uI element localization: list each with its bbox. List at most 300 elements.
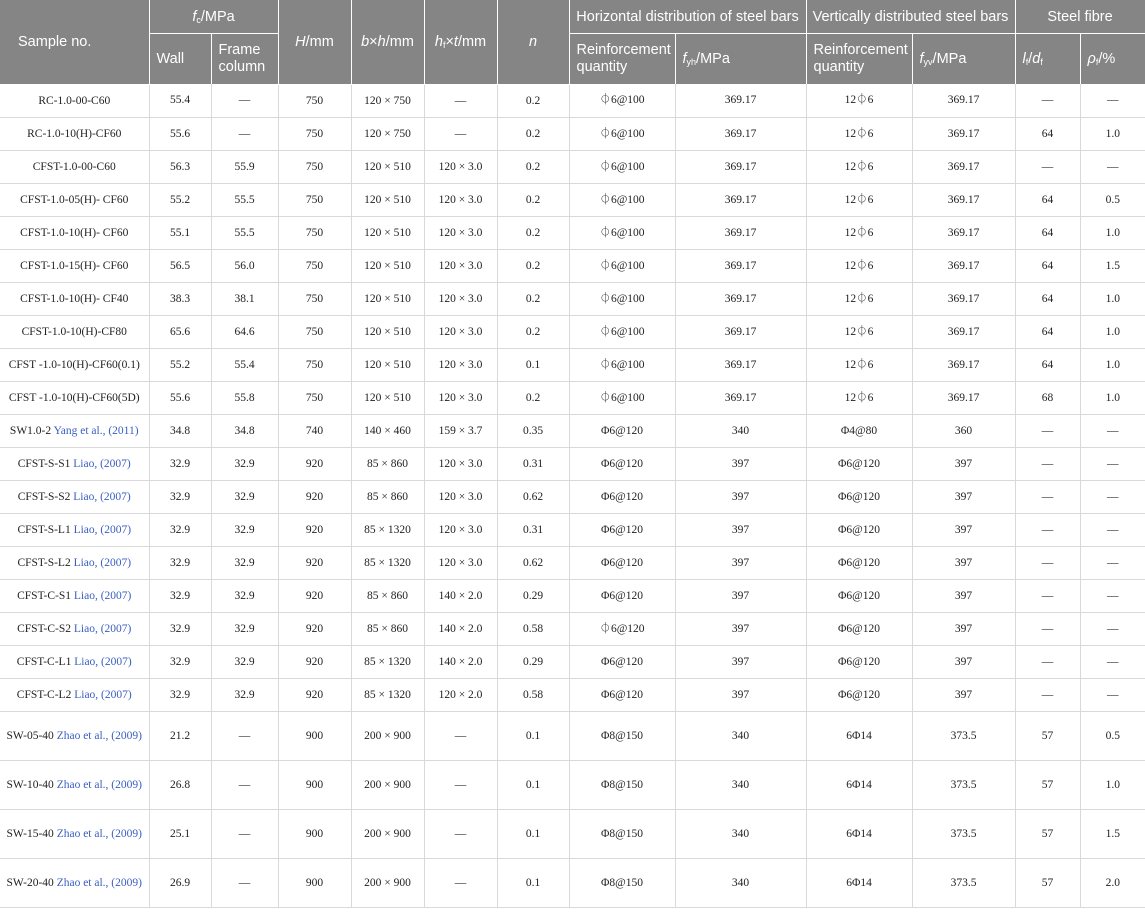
cell-reinf-vertical: 6Φ14 [806, 809, 912, 858]
cell-sample-no [0, 513, 149, 546]
sample-id: SW1.0-2 [9, 424, 52, 437]
cell-rhof: 2.0 [1080, 858, 1145, 907]
cell-frame-column: 56.0 [211, 249, 278, 282]
cell-sample-no [0, 414, 149, 447]
header-n [497, 0, 569, 84]
cell-lfdf: 57 [1015, 760, 1080, 809]
cell-bh: 120 × 510 [351, 216, 424, 249]
cell-lfdf: — [1015, 546, 1080, 579]
sample-id: CFST-C-L2 [16, 688, 72, 701]
cell-rhof: — [1080, 612, 1145, 645]
sample-id: RC-1.0-00-C60 [38, 94, 111, 107]
cell-rhof: 1.0 [1080, 216, 1145, 249]
sample-id: SW-05-40 [6, 729, 54, 742]
cell-fyh: 397 [675, 645, 806, 678]
table-body [0, 84, 1145, 907]
cell-hft: 120 × 3.0 [424, 381, 497, 414]
cell-sample-no [0, 480, 149, 513]
table-row [0, 579, 1145, 612]
table-row [0, 183, 1145, 216]
cell-rhof: 1.0 [1080, 117, 1145, 150]
citation-link[interactable]: Liao, (2007) [73, 457, 131, 470]
cell-H: 750 [278, 315, 351, 348]
cell-rhof: — [1080, 546, 1145, 579]
header-fyv [912, 34, 1015, 85]
header-fyh-sub: yh [686, 56, 697, 67]
cell-reinf-vertical: Φ4@80 [806, 414, 912, 447]
cell-bh: 120 × 510 [351, 183, 424, 216]
table-row [0, 414, 1145, 447]
header-lfdf [1015, 34, 1080, 85]
header-hft-sym1: h [434, 33, 443, 50]
cell-lfdf: — [1015, 480, 1080, 513]
cell-rhof: — [1080, 645, 1145, 678]
cell-H: 920 [278, 645, 351, 678]
cell-wall: 38.3 [149, 282, 211, 315]
cell-bh: 85 × 1320 [351, 546, 424, 579]
cell-fyh: 397 [675, 546, 806, 579]
header-hft-unit: /mm [457, 33, 487, 50]
header-reinf-horizontal: Reinforcement quantity [569, 34, 675, 85]
header-fyh-sym: f [682, 50, 687, 67]
citation-link[interactable]: Zhao et al., (2009) [56, 876, 142, 889]
table-row [0, 480, 1145, 513]
cell-H: 920 [278, 612, 351, 645]
cell-fyh: 397 [675, 480, 806, 513]
header-sample-no: Sample no. [0, 0, 149, 84]
cell-frame-column: 64.6 [211, 315, 278, 348]
header-vertical: Vertically distributed steel bars [806, 0, 1015, 34]
cell-fyv: 369.17 [912, 315, 1015, 348]
sample-id: SW-20-40 [6, 876, 54, 889]
sample-id: CFST-1.0-05(H)- CF60 [20, 193, 129, 206]
citation-link[interactable]: Liao, (2007) [74, 688, 132, 701]
header-rhof [1080, 34, 1145, 85]
cell-bh: 85 × 860 [351, 447, 424, 480]
cell-hft: — [424, 809, 497, 858]
cell-H: 750 [278, 348, 351, 381]
sample-id: CFST-1.0-10(H)- CF40 [20, 292, 129, 305]
header-fc-sub: c [196, 14, 201, 25]
cell-wall: 25.1 [149, 809, 211, 858]
cell-fyv: 397 [912, 447, 1015, 480]
cell-sample-no [0, 84, 149, 117]
cell-H: 920 [278, 579, 351, 612]
cell-hft: 140 × 2.0 [424, 612, 497, 645]
cell-n: 0.2 [497, 84, 569, 117]
cell-hft: 159 × 3.7 [424, 414, 497, 447]
cell-fyh: 397 [675, 612, 806, 645]
cell-wall: 32.9 [149, 480, 211, 513]
sample-id: CFST-S-L1 [17, 523, 71, 536]
cell-reinf-vertical: Φ6@120 [806, 645, 912, 678]
cell-hft: 140 × 2.0 [424, 579, 497, 612]
header-hft [424, 0, 497, 84]
cell-fyv: 369.17 [912, 117, 1015, 150]
cell-reinf-vertical: 6Φ14 [806, 858, 912, 907]
cell-rhof: 1.5 [1080, 249, 1145, 282]
header-horizontal: Horizontal distribution of steel bars [569, 0, 806, 34]
cell-H: 750 [278, 150, 351, 183]
cell-fyv: 360 [912, 414, 1015, 447]
header-fc-sym: f [192, 8, 197, 25]
header-reinf-vertical: Reinforcement quantity [806, 34, 912, 85]
cell-reinf-horizontal: Φ8@150 [569, 858, 675, 907]
cell-reinf-horizontal: Φ6@120 [569, 480, 675, 513]
cell-frame-column: 55.8 [211, 381, 278, 414]
citation-link[interactable]: Liao, (2007) [73, 523, 132, 536]
cell-reinf-vertical: Φ6@120 [806, 612, 912, 645]
cell-fyv: 397 [912, 612, 1015, 645]
citation-link[interactable]: Zhao et al., (2009) [56, 827, 142, 840]
cell-lfdf: 64 [1015, 249, 1080, 282]
cell-fyv: 373.5 [912, 858, 1015, 907]
cell-reinf-vertical: 12⏀6 [806, 348, 912, 381]
cell-rhof: 0.5 [1080, 711, 1145, 760]
citation-link[interactable]: Zhao et al., (2009) [56, 778, 142, 791]
cell-bh: 200 × 900 [351, 858, 424, 907]
cell-H: 750 [278, 282, 351, 315]
cell-n: 0.31 [497, 447, 569, 480]
cell-fyh: 369.17 [675, 183, 806, 216]
cell-frame-column: 32.9 [211, 645, 278, 678]
cell-fyh: 397 [675, 513, 806, 546]
cell-fyh: 369.17 [675, 348, 806, 381]
header-rhof-sub: f [1095, 56, 1099, 67]
cell-hft: 120 × 3.0 [424, 183, 497, 216]
cell-reinf-vertical: Φ6@120 [806, 513, 912, 546]
header-lfdf-sub1: f [1025, 56, 1029, 67]
table-row [0, 760, 1145, 809]
header-bh-x: × [369, 33, 378, 50]
sample-id: SW-10-40 [6, 778, 54, 791]
cell-lfdf: — [1015, 447, 1080, 480]
header-H-sym: H [295, 33, 306, 50]
cell-frame-column: 32.9 [211, 513, 278, 546]
cell-reinf-horizontal: Φ6@120 [569, 678, 675, 711]
header-bh-unit: /mm [385, 33, 414, 50]
cell-bh: 200 × 900 [351, 711, 424, 760]
cell-bh: 120 × 510 [351, 282, 424, 315]
cell-lfdf: — [1015, 84, 1080, 117]
table-row [0, 216, 1145, 249]
table-row [0, 249, 1145, 282]
cell-wall: 26.8 [149, 760, 211, 809]
cell-frame-column: 55.5 [211, 183, 278, 216]
cell-H: 750 [278, 117, 351, 150]
header-bh-sym1: b [361, 33, 370, 50]
cell-hft: 120 × 3.0 [424, 315, 497, 348]
cell-reinf-horizontal: ⏀6@100 [569, 249, 675, 282]
header-rhof-sym: ρ [1087, 50, 1096, 67]
cell-rhof: — [1080, 150, 1145, 183]
cell-frame-column: — [211, 84, 278, 117]
cell-frame-column: — [211, 809, 278, 858]
cell-H: 750 [278, 216, 351, 249]
cell-fyv: 369.17 [912, 249, 1015, 282]
cell-reinf-vertical: Φ6@120 [806, 480, 912, 513]
cell-wall: 55.2 [149, 348, 211, 381]
cell-n: 0.31 [497, 513, 569, 546]
cell-reinf-horizontal: Φ6@120 [569, 546, 675, 579]
cell-lfdf: — [1015, 513, 1080, 546]
header-bh-sym2: h [377, 33, 386, 50]
cell-hft: 120 × 3.0 [424, 546, 497, 579]
cell-bh: 85 × 1320 [351, 645, 424, 678]
table-row [0, 282, 1145, 315]
header-rhof-unit: /% [1098, 50, 1116, 67]
cell-frame-column: 55.5 [211, 216, 278, 249]
cell-hft: 120 × 3.0 [424, 249, 497, 282]
table-row [0, 315, 1145, 348]
cell-wall: 55.4 [149, 84, 211, 117]
cell-reinf-vertical: 12⏀6 [806, 381, 912, 414]
cell-frame-column: 32.9 [211, 579, 278, 612]
cell-reinf-vertical: Φ6@120 [806, 678, 912, 711]
citation-link[interactable]: Liao, (2007) [73, 589, 132, 602]
header-fyh-unit: /MPa [696, 50, 730, 67]
cell-frame-column: 32.9 [211, 612, 278, 645]
citation-link[interactable]: Liao, (2007) [73, 490, 131, 503]
cell-hft: 120 × 3.0 [424, 150, 497, 183]
header-lfdf-sub2: f [1040, 56, 1043, 67]
sample-id: CFST-1.0-15(H)- CF60 [20, 259, 129, 272]
cell-bh: 120 × 510 [351, 348, 424, 381]
cell-reinf-horizontal: ⏀6@100 [569, 381, 675, 414]
header-fyv-unit: /MPa [932, 50, 967, 67]
header-fyv-sym: f [919, 50, 924, 67]
cell-hft: 120 × 3.0 [424, 216, 497, 249]
table-row [0, 711, 1145, 760]
cell-rhof: 1.0 [1080, 760, 1145, 809]
cell-fyv: 397 [912, 480, 1015, 513]
cell-rhof: — [1080, 480, 1145, 513]
cell-n: 0.62 [497, 546, 569, 579]
cell-n: 0.2 [497, 381, 569, 414]
cell-lfdf: — [1015, 612, 1080, 645]
sample-id: CFST-1.0-10(H)-CF80 [21, 325, 127, 338]
cell-wall: 56.3 [149, 150, 211, 183]
cell-hft: 120 × 2.0 [424, 678, 497, 711]
cell-frame-column: — [211, 117, 278, 150]
cell-rhof: — [1080, 84, 1145, 117]
sample-id: CFST-1.0-10(H)- CF60 [20, 226, 129, 239]
cell-n: 0.1 [497, 348, 569, 381]
table-row [0, 84, 1145, 117]
cell-reinf-vertical: 12⏀6 [806, 315, 912, 348]
cell-wall: 34.8 [149, 414, 211, 447]
citation-link[interactable]: Liao, (2007) [73, 622, 132, 635]
sample-id: CFST-C-S1 [17, 589, 72, 602]
cell-bh: 200 × 900 [351, 809, 424, 858]
cell-reinf-horizontal: Φ6@120 [569, 513, 675, 546]
cell-bh: 120 × 510 [351, 315, 424, 348]
cell-wall: 32.9 [149, 447, 211, 480]
cell-sample-no [0, 183, 149, 216]
cell-frame-column: 32.9 [211, 546, 278, 579]
cell-hft: 120 × 3.0 [424, 348, 497, 381]
header-H [278, 0, 351, 84]
cell-sample-no [0, 546, 149, 579]
header-lfdf-sym1: l [1022, 50, 1026, 67]
cell-reinf-vertical: 12⏀6 [806, 117, 912, 150]
cell-fyh: 369.17 [675, 150, 806, 183]
cell-fyh: 340 [675, 809, 806, 858]
cell-H: 750 [278, 381, 351, 414]
cell-reinf-horizontal: Φ8@150 [569, 809, 675, 858]
table-row [0, 612, 1145, 645]
sample-id: CFST-S-S1 [17, 457, 71, 470]
cell-lfdf: 64 [1015, 183, 1080, 216]
cell-rhof: — [1080, 579, 1145, 612]
cell-H: 900 [278, 711, 351, 760]
cell-reinf-horizontal: ⏀6@100 [569, 84, 675, 117]
sample-id: CFST -1.0-10(H)-CF60(5D) [8, 391, 140, 404]
cell-reinf-horizontal: Φ8@150 [569, 711, 675, 760]
cell-lfdf: — [1015, 150, 1080, 183]
cell-n: 0.35 [497, 414, 569, 447]
cell-rhof: 1.5 [1080, 809, 1145, 858]
cell-fyh: 369.17 [675, 282, 806, 315]
cell-lfdf: 64 [1015, 216, 1080, 249]
cell-H: 900 [278, 809, 351, 858]
cell-lfdf: 68 [1015, 381, 1080, 414]
cell-wall: 55.1 [149, 216, 211, 249]
cell-lfdf: 57 [1015, 858, 1080, 907]
header-fyv-sub: yv [923, 56, 933, 67]
header-hft-x: × [445, 33, 454, 50]
cell-reinf-horizontal: ⏀6@100 [569, 117, 675, 150]
sample-id: SW-15-40 [6, 827, 54, 840]
cell-H: 740 [278, 414, 351, 447]
cell-H: 750 [278, 183, 351, 216]
cell-reinf-horizontal: ⏀6@100 [569, 216, 675, 249]
header-H-unit: /mm [305, 33, 334, 50]
cell-lfdf: 64 [1015, 117, 1080, 150]
cell-wall: 32.9 [149, 645, 211, 678]
cell-frame-column: — [211, 711, 278, 760]
cell-fyh: 369.17 [675, 381, 806, 414]
cell-reinf-vertical: 12⏀6 [806, 183, 912, 216]
cell-rhof: — [1080, 447, 1145, 480]
cell-H: 900 [278, 760, 351, 809]
cell-n: 0.1 [497, 711, 569, 760]
cell-hft: 120 × 3.0 [424, 480, 497, 513]
cell-reinf-vertical: 6Φ14 [806, 760, 912, 809]
cell-n: 0.1 [497, 760, 569, 809]
header-n-sym: n [528, 33, 538, 50]
cell-reinf-horizontal: ⏀6@100 [569, 348, 675, 381]
cell-bh: 120 × 510 [351, 249, 424, 282]
cell-fyh: 397 [675, 678, 806, 711]
cell-H: 900 [278, 858, 351, 907]
cell-frame-column: 55.9 [211, 150, 278, 183]
cell-fyh: 340 [675, 414, 806, 447]
cell-n: 0.62 [497, 480, 569, 513]
cell-H: 920 [278, 480, 351, 513]
citation-link[interactable]: Zhao et al., (2009) [56, 729, 142, 742]
cell-fyv: 369.17 [912, 183, 1015, 216]
cell-bh: 85 × 860 [351, 612, 424, 645]
cell-reinf-horizontal: ⏀6@100 [569, 183, 675, 216]
cell-bh: 120 × 510 [351, 381, 424, 414]
cell-n: 0.29 [497, 579, 569, 612]
header-frame-column: Frame column [211, 34, 278, 85]
cell-sample-no [0, 315, 149, 348]
table-row [0, 447, 1145, 480]
cell-reinf-vertical: 12⏀6 [806, 216, 912, 249]
cell-reinf-vertical: 12⏀6 [806, 150, 912, 183]
cell-reinf-horizontal: Φ6@120 [569, 579, 675, 612]
cell-sample-no [0, 282, 149, 315]
cell-sample-no [0, 858, 149, 907]
cell-bh: 85 × 860 [351, 579, 424, 612]
citation-link[interactable]: Liao, (2007) [73, 556, 132, 569]
cell-H: 920 [278, 513, 351, 546]
cell-fyv: 369.17 [912, 348, 1015, 381]
cell-n: 0.2 [497, 117, 569, 150]
cell-frame-column: 32.9 [211, 678, 278, 711]
cell-hft: 120 × 3.0 [424, 513, 497, 546]
cell-fyh: 369.17 [675, 117, 806, 150]
cell-fyv: 397 [912, 579, 1015, 612]
cell-rhof: 1.0 [1080, 348, 1145, 381]
cell-reinf-horizontal: ⏀6@100 [569, 315, 675, 348]
cell-reinf-horizontal: ⏀6@100 [569, 150, 675, 183]
cell-bh: 120 × 510 [351, 150, 424, 183]
cell-rhof: — [1080, 678, 1145, 711]
cell-n: 0.2 [497, 150, 569, 183]
cell-frame-column: — [211, 858, 278, 907]
citation-link[interactable]: Liao, (2007) [74, 655, 132, 668]
citation-link[interactable]: Yang et al., (2011) [53, 424, 139, 437]
cell-bh: 140 × 460 [351, 414, 424, 447]
cell-fyv: 397 [912, 546, 1015, 579]
table-row [0, 809, 1145, 858]
cell-fyh: 369.17 [675, 315, 806, 348]
cell-fyh: 369.17 [675, 216, 806, 249]
cell-sample-no [0, 645, 149, 678]
cell-fyh: 397 [675, 579, 806, 612]
sample-id: CFST -1.0-10(H)-CF60(0.1) [8, 358, 140, 371]
cell-lfdf: 57 [1015, 711, 1080, 760]
cell-fyv: 373.5 [912, 711, 1015, 760]
cell-wall: 55.6 [149, 117, 211, 150]
cell-hft: — [424, 117, 497, 150]
cell-lfdf: — [1015, 645, 1080, 678]
table-row [0, 348, 1145, 381]
cell-lfdf: — [1015, 678, 1080, 711]
cell-fyh: 340 [675, 858, 806, 907]
cell-reinf-horizontal: Φ6@120 [569, 414, 675, 447]
cell-bh: 120 × 750 [351, 84, 424, 117]
header-hft-sub: f [442, 39, 446, 50]
cell-wall: 21.2 [149, 711, 211, 760]
cell-frame-column: 55.4 [211, 348, 278, 381]
table-row [0, 150, 1145, 183]
cell-sample-no [0, 447, 149, 480]
cell-wall: 32.9 [149, 579, 211, 612]
sample-id: CFST-C-S2 [17, 622, 72, 635]
cell-sample-no [0, 760, 149, 809]
cell-fyv: 373.5 [912, 809, 1015, 858]
cell-n: 0.2 [497, 249, 569, 282]
header-fyh [675, 34, 806, 85]
cell-fyv: 397 [912, 645, 1015, 678]
table-row [0, 858, 1145, 907]
cell-reinf-vertical: Φ6@120 [806, 546, 912, 579]
cell-fyh: 369.17 [675, 249, 806, 282]
